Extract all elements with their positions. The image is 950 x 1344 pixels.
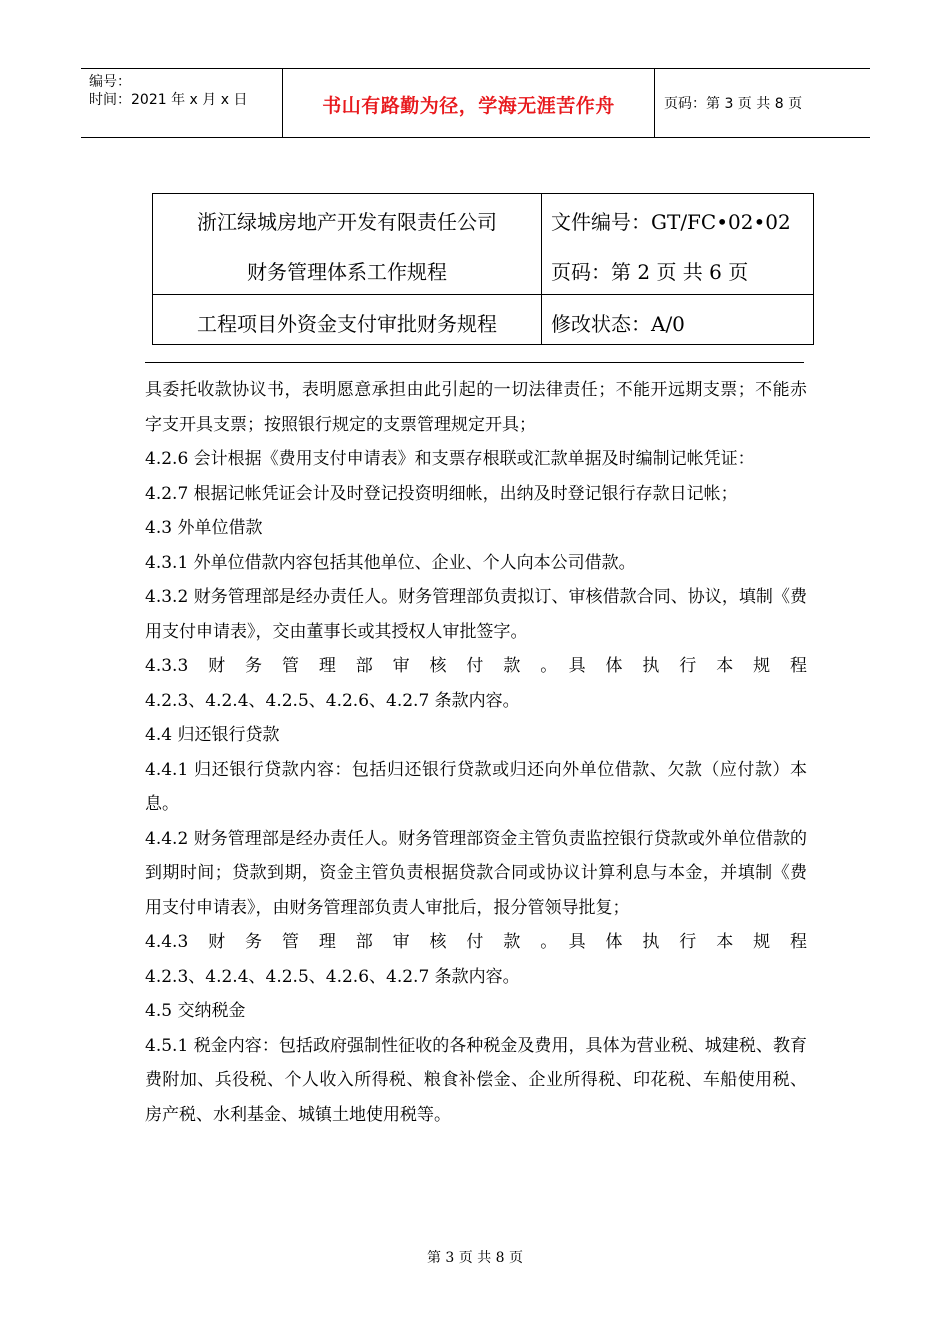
paragraph: 4.3.2 财务管理部是经办责任人。财务管理部负责拟订、审核借款合同、协议，填制《费用支付申请表》，交由董事长或其授权人审批签字。 [145,587,807,642]
motto-text: 书山有路勤为径，学海无涯苦作舟 [322,95,615,117]
paragraph: 4.4.2 财务管理部是经办责任人。财务管理部资金主管负责监控银行贷款或外单位借款的到期时间；贷款到期，资金主管负责根据贷款合同或协议计算利息与本金，并填制《费用支付申请表》，由财务管理部负责人审批后，报分管领导批复； [145,828,807,918]
system-name: 财务管理体系工作规程 [247,260,447,284]
section-heading: 4.4 归还银行贷款 [145,725,280,745]
document-body [145,373,807,1132]
paragraph: 4.2.7 根据记帐凭证会计及时登记投资明细帐，出纳及时登记银行存款日记帐； [145,483,738,504]
date-label: 时间：2021 年 x 月 x 日 [89,92,248,108]
procedure-title: 工程项目外资金支付审批财务规程 [197,312,497,336]
document-info-table [152,193,814,345]
header-page-info: 页码：第 3 页 共 8 页 [664,96,803,112]
company-name: 浙江绿城房地产开发有限责任公司 [197,210,497,234]
table-divider-horizontal [153,294,813,295]
paragraph: 具委托收款协议书，表明愿意承担由此引起的一切法律责任；不能开远期支票；不能赤字支开具支票；按照银行规定的支票管理规定开具； [145,380,807,435]
page-header [81,68,870,138]
paragraph: 4.3.1 外单位借款内容包括其他单位、企业、个人向本公司借款。 [145,552,636,573]
page-footer: 第 3 页 共 8 页 [426,1250,524,1266]
revision-status: 修改状态：A/0 [551,312,685,336]
header-meta [81,69,282,137]
file-number: 文件编号：GT/FC•02•02 [551,210,791,234]
paragraph-spread-line: 4.4.3 财 务 管 理 部 审 核 付 款 。 具 体 执 行 本 规 程 [145,932,807,952]
section-heading: 4.3 外单位借款 [145,518,263,538]
paragraph: 4.2.3、4.2.4、4.2.5、4.2.6、4.2.7 条款内容。 [145,690,520,711]
paragraph: 4.2.6 会计根据《费用支付申请表》和支票存根联或汇款单据及时编制记帐凭证： [145,449,755,469]
paragraph-spread-line: 4.3.3 财 务 管 理 部 审 核 付 款 。 具 体 执 行 本 规 程 [145,656,807,676]
table-divider-vertical [541,194,542,344]
paragraph: 4.4.1 归还银行贷款内容：包括归还银行贷款或归还向外单位借款、欠款（应付款）本息。 [145,759,807,814]
number-label: 编号： [89,74,131,90]
section-heading: 4.5 交纳税金 [145,1001,246,1021]
header-motto-cell [282,69,655,137]
header-rule [145,362,804,363]
paragraph: 4.5.1 税金内容：包括政府强制性征收的各种税金及费用，具体为营业税、城建税、教育费附加、兵役税、个人收入所得税、粮食补偿金、企业所得税、印花税、车船使用税、房产税、水利基金、城镇土地使用税等。 [145,1035,807,1125]
paragraph: 4.2.3、4.2.4、4.2.5、4.2.6、4.2.7 条款内容。 [145,966,520,987]
doc-page-number: 页码：第 2 页 共 6 页 [551,260,749,284]
